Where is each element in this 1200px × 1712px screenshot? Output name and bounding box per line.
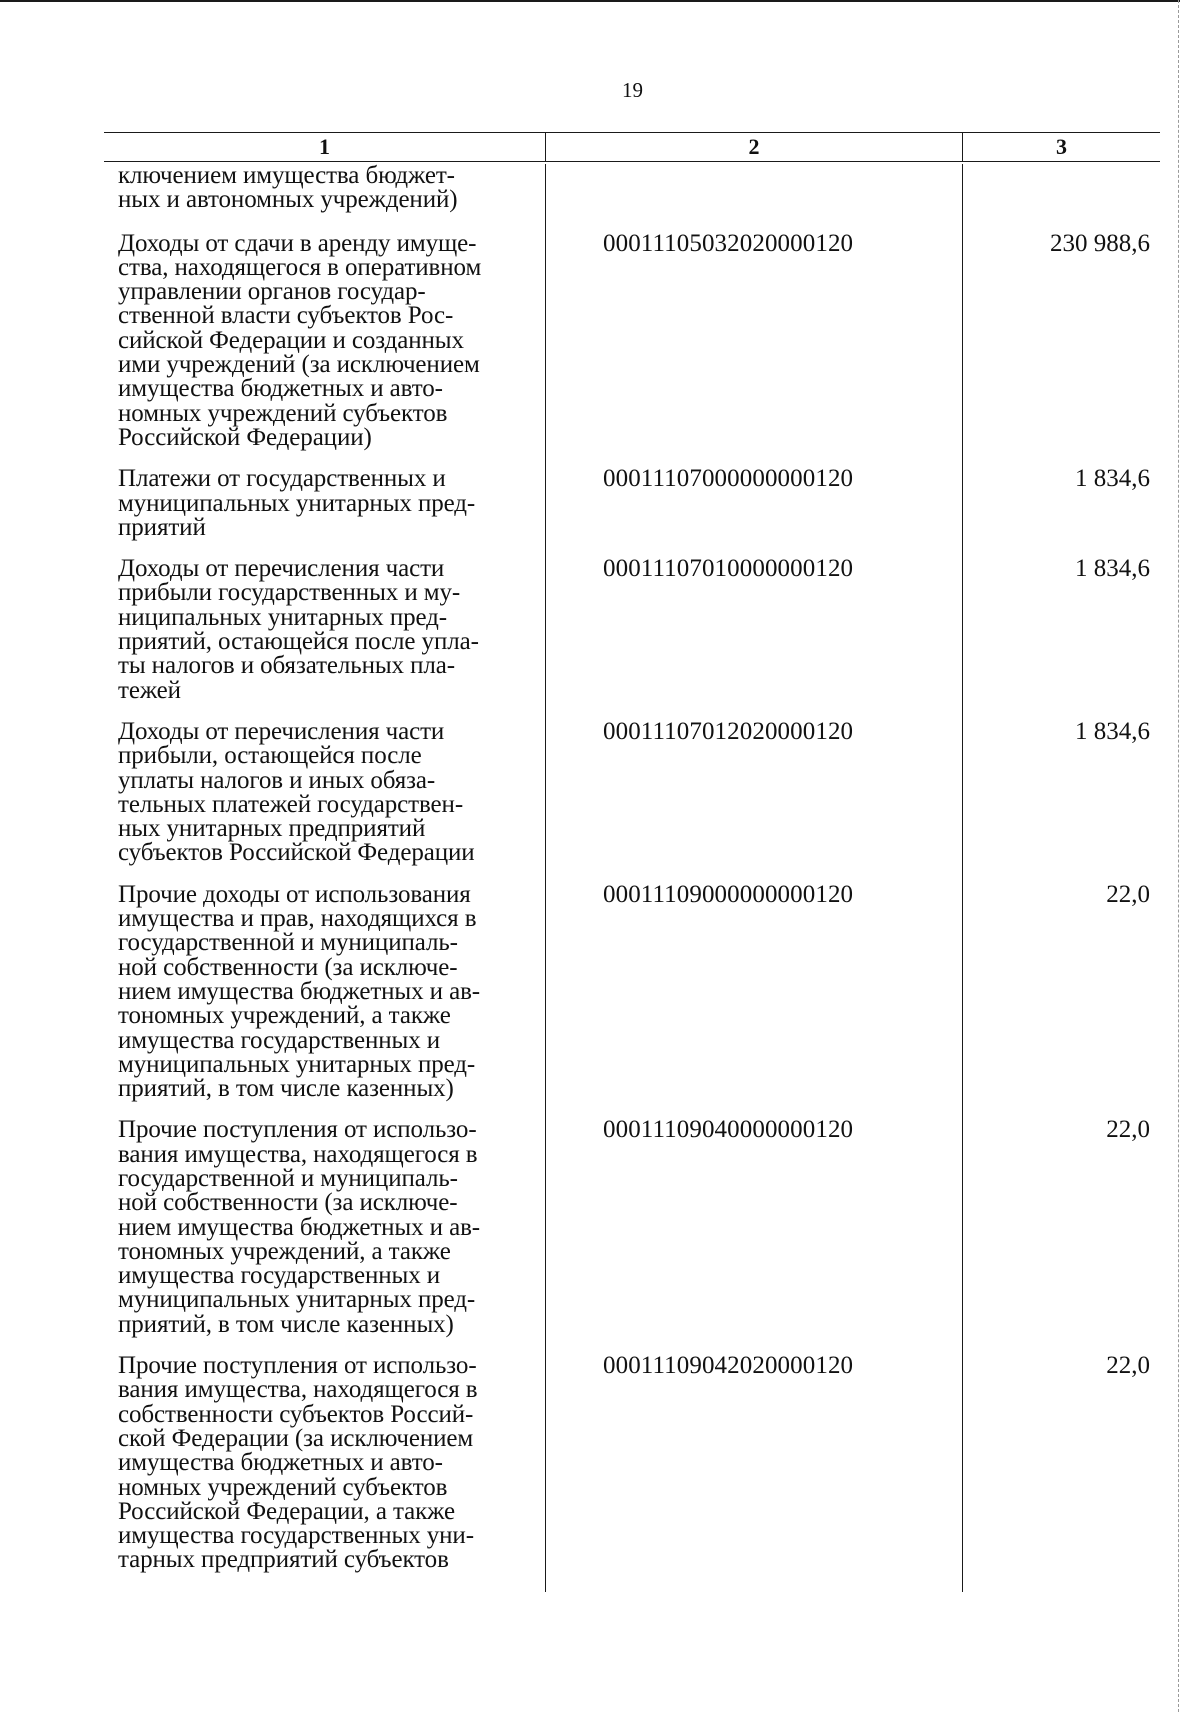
table-row [104, 164, 1160, 213]
row-code: 00011107012020000120 [603, 717, 854, 745]
row-name: Доходы от сдачи в аренду имуще- ства, находящегося в оперативном управлении органов государ- ственной власти субъектов Рос- сийской Федерации и созданных ими учреждений (за исключением имущества бюджетных и авто- номных учреждений субъектов Российской Федерации) [118, 229, 482, 451]
page-number: 19 [622, 78, 643, 102]
row-code: 00011107000000000120 [603, 465, 854, 493]
table-row [104, 1354, 1160, 1573]
row-code: 00011105032020000120 [603, 229, 854, 257]
row-sum: 22,0 [1106, 1352, 1150, 1380]
row-code: 00011109042020000120 [603, 1352, 854, 1380]
column-divider-1 [545, 164, 546, 1592]
scan-top-edge [0, 0, 1180, 2]
table-row [104, 229, 1160, 451]
header-col-3: 3 [962, 133, 1160, 161]
row-sum: 1 834,6 [1075, 555, 1150, 583]
row-sum: 1 834,6 [1075, 717, 1150, 745]
row-sum: 1 834,6 [1075, 465, 1150, 493]
row-code: 00011109000000000120 [603, 880, 854, 908]
row-name: Прочие поступления от использо- вания имущества, находящегося в государственной и муниципаль- ной собственности (за исключе- нием имущества бюджетных и ав- тономных учреждений, а также имущества государственных и муниципальных унитарных пред- приятий, в том числе казенных) [118, 1116, 481, 1338]
table-body [104, 164, 1160, 1592]
row-code: 00011109040000000120 [603, 1116, 854, 1144]
row-name: Доходы от перечисления части прибыли государственных и му- ниципальных унитарных пред- приятий, остающейся после упла- ты налогов и обязательных пла- тежей [118, 555, 479, 704]
table-row [104, 557, 1160, 703]
scan-right-edge [1178, 0, 1179, 1712]
header-col-1: 1 [319, 134, 330, 159]
row-name: Прочие поступления от использо- вания имущества, находящегося в собственности субъектов Россий- ской Федерации (за исключением имущества бюджетных и авто- номных учреждений субъектов Российской Федерации, а также имущества государственных уни- тарных предприятий субъектов [118, 1352, 478, 1574]
table-row [104, 717, 1160, 867]
table-header-row [104, 132, 1160, 162]
row-name: Платежи от государственных и муниципальных унитарных пред- приятий [118, 465, 476, 541]
column-divider-2 [962, 164, 963, 1592]
row-name: Прочие доходы от использования имущества и прав, находящихся в государственной и муниципаль- ной собственности (за исключе- нием имущества бюджетных и ав- тономных учреждений, а также имущества государственных и муниципальных унитарных пред- приятий, в том числе казенных) [118, 880, 481, 1103]
table-row [104, 467, 1160, 540]
header-col-2: 2 [545, 133, 962, 161]
table-row [104, 880, 1160, 1103]
row-sum: 230 988,6 [1050, 229, 1150, 257]
row-name: ключением имущества бюджет- ных и автономных учреждений) [118, 162, 458, 214]
row-sum: 22,0 [1106, 1116, 1150, 1144]
row-name: Доходы от перечисления части прибыли, остающейся после уплаты налогов и иных обяза- тельных платежей государствен- ных унитарных предприятий субъектов Российской Федерации [118, 717, 475, 867]
row-sum: 22,0 [1106, 880, 1150, 908]
table-row [104, 1118, 1160, 1337]
row-code: 00011107010000000120 [603, 555, 854, 583]
budget-revenue-table [104, 132, 1160, 1592]
